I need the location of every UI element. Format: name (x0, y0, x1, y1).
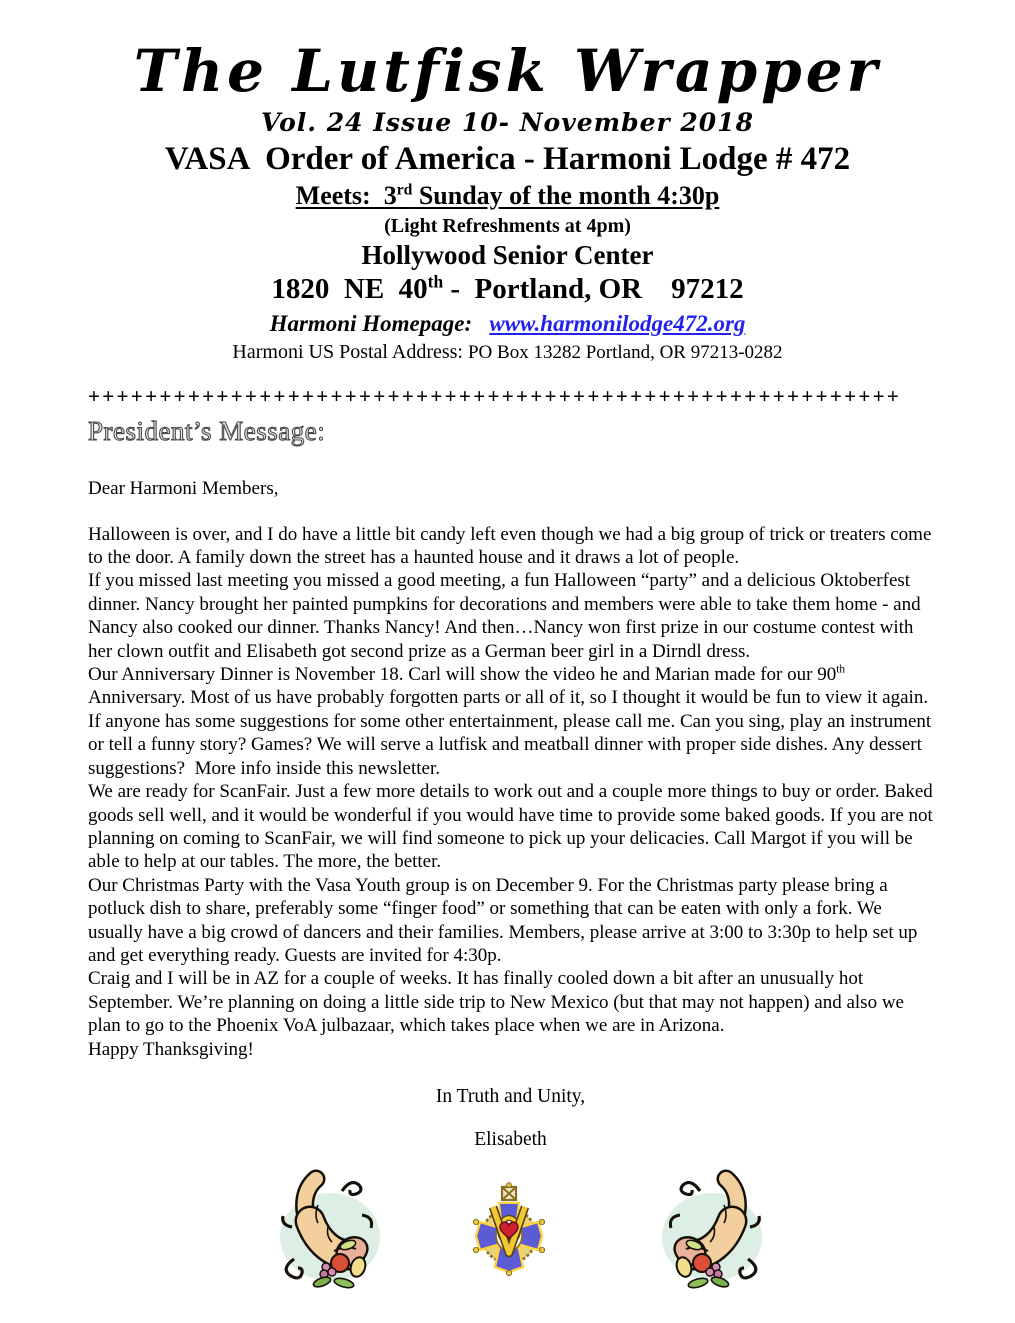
homepage-line (0, 311, 1015, 337)
message-paragraph: Halloween is over, and I do have a little bit candy left even though we had a big group of trick or treaters come to the door. A family down the street has a haunted house and it draws a lot of people. (88, 523, 937, 569)
venue-address: 1820 NE 40th - Portland, OR 97212 (271, 270, 744, 305)
message-body (88, 523, 938, 1061)
presidents-message-heading: President’s Message: (88, 415, 326, 446)
page-body (88, 385, 938, 1151)
signature-name: Elisabeth (474, 1128, 547, 1150)
message-paragraph: Our Anniversary Dinner is November 18. Carl will show the video he and Marian made for our 90th Anniversary. Most of us have probably forgotten parts or all of it, so I thought it would be fun to view it again. If anyone has some suggestions for some other entertainment, please call me. Can you sing, play an instrument or tell a funny story? Games? We will serve a lutfisk and meatball dinner with proper side dishes. Any dessert suggestions? More info inside this newsletter. (88, 663, 936, 779)
postal-value: PO Box 13282 Portland, OR 97213-0282 (467, 341, 783, 363)
refreshments-line: (Light Refreshments at 4pm) (384, 214, 631, 237)
closing-line: In Truth and Unity, (435, 1085, 586, 1107)
postal-line (0, 341, 1015, 364)
message-paragraph: Happy Thanksgiving! (88, 1038, 254, 1060)
issue-line: Vol. 24 Issue 10- November 2018 (261, 107, 754, 137)
message-paragraph: We are ready for ScanFair. Just a few more details to work out and a couple more things to buy or order. Baked goods sell well, and it would be wonderful if you would have time to provide some baked goods. If you are not planning on coming to ScanFair, we will find someone to pick up your delicacies. Call Margot if you will be able to help at our tables. The more, the better. (88, 781, 938, 873)
plus-divider: +++++++++++++++++++++++++++++++++++++++++++++++++++++++++ (88, 385, 902, 407)
meeting-schedule-line: Meets: 3rd Sunday of the month 4:30p (295, 180, 720, 210)
footer-artwork-row (0, 1163, 1015, 1323)
message-paragraph: If you missed last meeting you missed a good meeting, a fun Halloween “party” and a delicious Oktoberfest dinner. Nancy brought her painted pumpkins for decorations and members were able to take them home - and Nancy also cooked our dinner. Thanks Nancy! And then…Nancy won first prize in our costume contest with her clown outfit and Elisabeth got second prize as a German beer girl in a Dirndl dress. (88, 570, 926, 662)
vasa-emblem-image (470, 1181, 548, 1279)
homepage-link[interactable]: www.harmonilodge472.org (489, 310, 746, 336)
message-paragraph: Our Christmas Party with the Vasa Youth group is on December 9. For the Christmas party please bring a potluck dish to share, preferably some “finger food” or something that can be eaten with only a fork. We usually have a big crowd of dancers and their families. Members, please arrive at 3:00 to 3:30p to help set up and get everything ready. Guests are invited for 4:30p. (88, 874, 923, 966)
organization-line: VASA Order of America - Harmoni Lodge # 472 (164, 140, 851, 177)
postal-label: Harmoni US Postal Address: (232, 340, 463, 363)
salutation: Dear Harmoni Members, (88, 477, 279, 499)
message-paragraph: Craig and I will be in AZ for a couple of weeks. It has finally cooled down a bit after an unusually hot September. We’re planning on doing a little side trip to New Mexico (but that may not happen) and also we plan to go to the Phoenix VoA julbazaar, which takes place when we are in Arizona. (88, 968, 909, 1037)
cornucopia-right-image (644, 1165, 766, 1297)
homepage-label: Harmoni Homepage: (269, 310, 473, 336)
venue-name: Hollywood Senior Center (361, 239, 654, 270)
newsletter-title: The Lutfisk Wrapper (133, 37, 882, 105)
cornucopia-left-image (276, 1165, 398, 1297)
masthead (0, 0, 1015, 364)
